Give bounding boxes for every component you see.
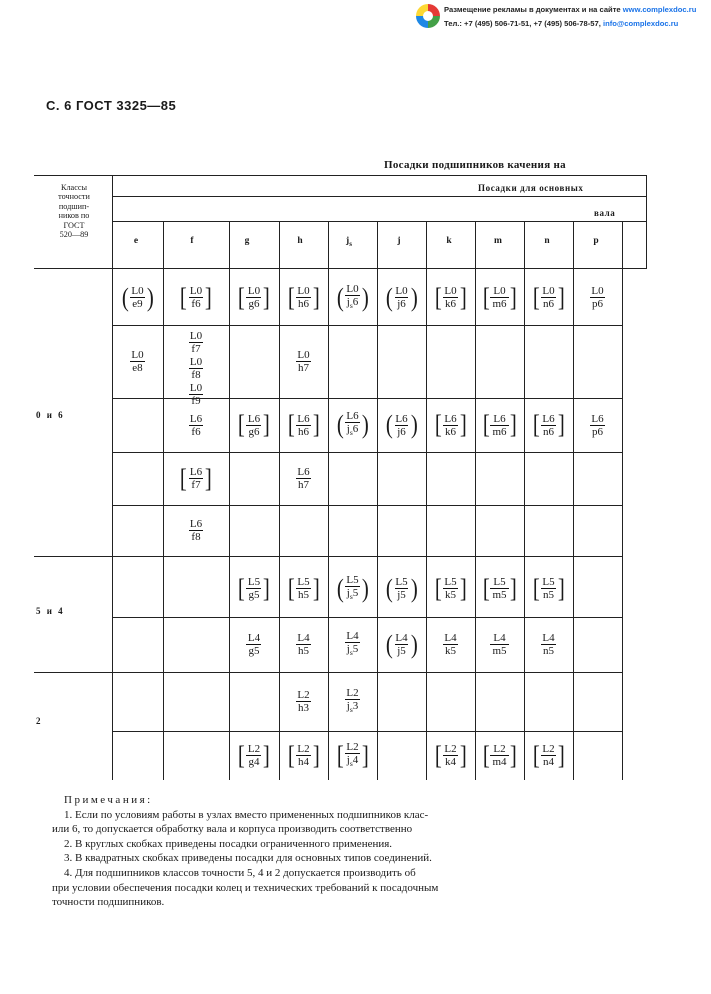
fit-shaft-tolerance: h6 xyxy=(297,425,309,438)
fit-hole-tolerance: [ L0 xyxy=(444,285,457,297)
row-group-2: 2 xyxy=(36,716,43,726)
col-head-js: $j_s$ xyxy=(346,236,352,248)
fit-fraction xyxy=(442,285,458,310)
note-4b: при условии обеспечения посадки колец и технических требований к посадочным xyxy=(52,881,439,894)
fit-cell xyxy=(377,270,426,325)
fit-fraction xyxy=(246,285,262,310)
fit-cell xyxy=(229,270,279,325)
fit-shaft-tolerance: h7 xyxy=(297,479,309,491)
fit-cell xyxy=(328,617,377,672)
fit-shaft-tolerance: j6 xyxy=(397,298,406,310)
fit-hole-tolerance: [ L6 xyxy=(542,412,555,425)
fit-shaft-tolerance: n4 xyxy=(542,756,554,768)
fit-cell xyxy=(426,731,475,780)
fit-cell xyxy=(426,398,475,452)
fit-shaft-tolerance: k6 xyxy=(444,425,456,438)
header-rule-2 xyxy=(113,221,646,222)
fit-shaft-tolerance: e9 xyxy=(132,298,143,310)
fit-fraction xyxy=(295,413,311,438)
fit-fraction xyxy=(589,285,605,310)
banner-line-1: Размещение рекламы в документах и на сайте www.complexdoc.ru xyxy=(444,5,697,14)
fit-fraction xyxy=(295,466,311,491)
fit-shaft-tolerance: e8 xyxy=(132,362,143,374)
fit-hole-tolerance: L0 xyxy=(189,330,203,342)
note-1a: 1. Если по условиям работы в узлах вместо примененных подшипников клас- xyxy=(64,808,429,821)
fit-fraction xyxy=(490,413,508,438)
fit-shaft-tolerance: g4 xyxy=(248,756,260,768)
col-head-p: p xyxy=(593,236,599,246)
fit-cell xyxy=(163,270,229,325)
fit-shaft-tolerance: h6 xyxy=(297,298,309,310)
fit-cell xyxy=(229,731,279,780)
column-rule xyxy=(622,222,623,780)
fit-hole-tolerance: [ L0 xyxy=(493,285,506,297)
fit-hole-tolerance: ( L5 xyxy=(395,576,408,588)
fit-shaft-tolerance: $j_s5$ xyxy=(346,586,359,602)
col-head-h: h xyxy=(297,236,303,246)
fit-shaft-tolerance: h3 xyxy=(297,702,309,714)
fit-cell xyxy=(524,560,573,617)
fit-cell xyxy=(279,452,328,505)
fit-fraction xyxy=(589,413,605,438)
fit-fraction xyxy=(188,413,204,438)
fit-hole-tolerance: [ L2 xyxy=(542,743,555,755)
fit-shaft-tolerance: f8 xyxy=(191,369,201,381)
fit-cell xyxy=(377,398,426,452)
fit-shaft-tolerance: n6 xyxy=(542,298,554,310)
class-column-header: Классы точности подшип- ников по ГОСТ 520—89 xyxy=(58,183,90,240)
fit-hole-tolerance: [ L0 xyxy=(542,285,555,297)
fit-shaft-tolerance: f6 xyxy=(191,425,201,438)
website-link[interactable]: www.complexdoc.ru xyxy=(622,5,697,14)
fit-shaft-tolerance: j6 xyxy=(397,425,406,438)
fit-hole-tolerance: ( L6 xyxy=(395,412,408,425)
fit-hole-tolerance: [ L5 xyxy=(444,576,457,588)
row-rule xyxy=(113,325,622,326)
fit-hole-tolerance: L0 xyxy=(297,349,310,361)
fit-fraction xyxy=(540,632,556,657)
note-1b: или 6, то допускается обработку вала и корпуса производить соответственно xyxy=(52,823,413,836)
fit-hole-tolerance: L4 xyxy=(444,632,457,644)
fit-fraction xyxy=(490,632,508,657)
fit-hole-tolerance: [ L6 xyxy=(493,412,506,425)
subgroup-header: вала xyxy=(594,208,616,218)
col-head-g: g xyxy=(244,236,250,246)
fit-shaft-tolerance: m6 xyxy=(492,298,507,310)
fit-cell xyxy=(377,617,426,672)
fit-fraction xyxy=(442,576,458,601)
fit-cell xyxy=(163,505,229,556)
fit-fraction xyxy=(295,285,311,310)
fit-hole-tolerance: [ L2 xyxy=(444,743,457,755)
fit-shaft-tolerance: j5 xyxy=(397,645,406,657)
note-2: 2. В круглых скобках приведены посадки ограниченного применения. xyxy=(64,837,393,850)
page-header: С. 6 ГОСТ 3325—85 xyxy=(46,98,177,113)
fit-fraction xyxy=(344,410,360,439)
fit-fraction xyxy=(188,518,204,543)
fit-fraction xyxy=(344,687,360,716)
fit-hole-tolerance: ( L6 xyxy=(346,410,359,423)
fit-cell xyxy=(279,560,328,617)
complexdoc-logo-icon xyxy=(416,4,440,28)
fit-fraction xyxy=(344,574,360,603)
fit-shaft-tolerance: f7 xyxy=(191,479,201,491)
fit-cell xyxy=(112,325,163,398)
fit-cell xyxy=(279,731,328,780)
fit-cell xyxy=(475,617,524,672)
fit-hole-tolerance: [ L5 xyxy=(493,576,506,588)
fit-cell xyxy=(328,398,377,452)
fit-cell xyxy=(524,398,573,452)
fit-hole-tolerance: [ L2 xyxy=(247,743,261,755)
fit-cell xyxy=(328,731,377,780)
fit-cell xyxy=(229,560,279,617)
fit-fraction xyxy=(188,285,204,310)
col-head-j: j xyxy=(397,236,401,246)
fit-cell xyxy=(475,398,524,452)
group-header: Посадки для основных xyxy=(478,183,584,193)
fit-shaft-tolerance: f7 xyxy=(191,343,201,355)
fit-shaft-tolerance: m5 xyxy=(492,589,507,601)
fit-cell xyxy=(573,398,622,452)
fit-shaft-tolerance: k5 xyxy=(444,645,456,657)
fit-hole-tolerance: [ L2 xyxy=(297,743,310,755)
fit-shaft-tolerance: k6 xyxy=(444,298,456,310)
row-group-5-4: 5 и 4 xyxy=(36,606,65,616)
fit-hole-tolerance: L0 xyxy=(189,382,203,394)
fit-hole-tolerance: ( L0 xyxy=(346,282,359,295)
fit-fraction xyxy=(393,413,409,438)
fit-shaft-tolerance: k4 xyxy=(444,756,456,768)
fit-fraction xyxy=(393,285,409,310)
fit-cell xyxy=(328,672,377,731)
fit-cell xyxy=(279,672,328,731)
fit-fraction xyxy=(442,632,458,657)
fit-hole-tolerance: L4 xyxy=(542,632,555,644)
col-head-m: m xyxy=(494,236,502,246)
fit-hole-tolerance: [ L6 xyxy=(247,412,261,425)
fit-hole-tolerance: [ L6 xyxy=(297,412,310,425)
email-link[interactable]: info@complexdoc.ru xyxy=(602,19,679,28)
col-head-e: e xyxy=(133,236,139,246)
fit-hole-tolerance: ( L5 xyxy=(346,573,359,586)
fit-shaft-tolerance: p6 xyxy=(591,298,603,310)
col-head-n: n xyxy=(544,236,550,246)
fit-fraction xyxy=(295,689,311,714)
fit-hole-tolerance: L6 xyxy=(591,412,604,425)
fit-shaft-tolerance: n5 xyxy=(542,589,554,601)
fit-fraction xyxy=(344,630,360,659)
fit-hole-tolerance: ( L4 xyxy=(395,632,408,644)
col-head-f: f xyxy=(190,236,194,246)
fit-hole-tolerance: ( L0 xyxy=(131,285,144,297)
table-title: Посадки подшипников качения на xyxy=(384,159,566,171)
fit-hole-tolerance: [ L6 xyxy=(189,466,203,478)
fit-fraction xyxy=(246,743,262,768)
fit-shaft-tolerance: g5 xyxy=(248,645,260,657)
table-top-rule xyxy=(34,175,646,176)
fit-fraction xyxy=(246,632,262,657)
fit-hole-tolerance: [ L5 xyxy=(542,576,555,588)
fit-cell xyxy=(475,560,524,617)
fit-fraction xyxy=(295,349,311,374)
fit-shaft-tolerance: k5 xyxy=(444,589,456,601)
header-rule-1 xyxy=(113,196,646,197)
note-3: 3. В квадратных скобках приведены посадки для основных типов соединений. xyxy=(64,852,432,865)
fit-fraction xyxy=(490,285,508,310)
column-rule xyxy=(112,175,113,780)
fit-fraction xyxy=(246,413,262,438)
fit-fraction xyxy=(490,576,508,601)
fit-fraction xyxy=(188,330,204,355)
fit-shaft-tolerance: g6 xyxy=(248,425,260,438)
fit-hole-tolerance: L0 xyxy=(591,285,604,297)
fit-fraction xyxy=(295,632,311,657)
fit-cell xyxy=(426,270,475,325)
fit-shaft-tolerance: m6 xyxy=(492,425,507,438)
fit-shaft-tolerance: f6 xyxy=(191,298,201,310)
fit-cell xyxy=(163,452,229,505)
table-right-rule xyxy=(646,175,647,269)
fit-cell xyxy=(573,270,622,325)
fit-shaft-tolerance: $j_s6$ xyxy=(346,295,359,311)
fit-cell xyxy=(112,270,163,325)
fit-hole-tolerance: L0 xyxy=(189,356,203,368)
fit-hole-tolerance: L6 xyxy=(189,518,203,530)
fit-hole-tolerance: L2 xyxy=(297,689,310,701)
fit-fraction xyxy=(344,283,360,312)
fit-hole-tolerance: [ L6 xyxy=(444,412,457,425)
fit-cell xyxy=(279,325,328,398)
fit-cell-stack xyxy=(163,330,229,408)
fit-fraction xyxy=(295,576,311,601)
fit-hole-tolerance: ( L0 xyxy=(395,285,408,297)
ad-banner xyxy=(414,2,709,30)
row-group-0-6: 0 и 6 xyxy=(36,410,65,420)
fit-fraction xyxy=(490,743,508,768)
fit-cell xyxy=(229,398,279,452)
fit-shaft-tolerance: h5 xyxy=(297,645,309,657)
fit-fraction xyxy=(295,743,311,768)
fit-hole-tolerance: L0 xyxy=(131,349,144,361)
notes-section xyxy=(52,793,624,910)
fit-cell xyxy=(524,270,573,325)
fit-fraction xyxy=(540,576,556,601)
fit-fraction xyxy=(442,743,458,768)
fit-shaft-tolerance: n5 xyxy=(542,645,554,657)
fit-shaft-tolerance: m5 xyxy=(492,645,507,657)
fit-fraction xyxy=(129,285,145,310)
fit-cell xyxy=(524,731,573,780)
fit-fraction xyxy=(344,741,360,770)
fit-hole-tolerance: [ L2 xyxy=(346,740,359,753)
fit-fraction xyxy=(188,466,204,491)
fit-hole-tolerance: [ L0 xyxy=(189,285,203,297)
notes-title: Примечания: xyxy=(64,794,153,806)
fit-hole-tolerance: L6 xyxy=(189,412,203,425)
fit-hole-tolerance: L6 xyxy=(297,466,310,478)
col-head-k: k xyxy=(446,236,452,246)
fit-fraction xyxy=(540,285,556,310)
fit-hole-tolerance: L2 xyxy=(346,686,359,699)
fit-shaft-tolerance: g6 xyxy=(248,298,260,310)
fit-cell xyxy=(328,560,377,617)
fit-cell xyxy=(163,398,229,452)
fit-shaft-tolerance: $j_s5$ xyxy=(346,642,359,658)
fit-fraction xyxy=(540,743,556,768)
fit-fraction xyxy=(246,576,262,601)
fit-cell xyxy=(279,270,328,325)
fit-shaft-tolerance: g5 xyxy=(248,589,260,601)
fit-fraction xyxy=(393,576,409,601)
fit-shaft-tolerance: $j_s4$ xyxy=(346,753,359,769)
fit-fraction xyxy=(188,356,204,381)
fit-hole-tolerance: [ L0 xyxy=(297,285,310,297)
fit-shaft-tolerance: n6 xyxy=(542,425,554,438)
fit-shaft-tolerance: j5 xyxy=(397,589,406,601)
fit-cell xyxy=(426,617,475,672)
fit-shaft-tolerance: h4 xyxy=(297,756,309,768)
fit-hole-tolerance: [ L5 xyxy=(247,576,261,588)
fit-fraction xyxy=(442,413,458,438)
fit-cell xyxy=(328,270,377,325)
fit-hole-tolerance: L4 xyxy=(297,632,310,644)
fit-hole-tolerance: [ L2 xyxy=(493,743,506,755)
fit-fraction xyxy=(540,413,556,438)
fit-shaft-tolerance: p6 xyxy=(591,425,603,438)
fit-fraction xyxy=(129,349,145,374)
fit-hole-tolerance: L4 xyxy=(493,632,506,644)
fit-cell xyxy=(279,617,328,672)
fit-cell xyxy=(475,270,524,325)
fit-hole-tolerance: L4 xyxy=(247,632,261,644)
fit-cell xyxy=(229,617,279,672)
fit-hole-tolerance: L4 xyxy=(346,629,359,642)
fit-shaft-tolerance: $j_s6$ xyxy=(346,423,359,438)
fit-shaft-tolerance: h7 xyxy=(297,362,309,374)
fit-shaft-tolerance: f9 xyxy=(191,395,201,407)
fit-fraction xyxy=(393,632,409,657)
fit-cell xyxy=(524,617,573,672)
note-4a: 4. Для подшипников классов точности 5, 4 и 2 допускается производить об xyxy=(64,866,416,879)
fit-shaft-tolerance: m4 xyxy=(492,756,507,768)
fit-hole-tolerance: [ L0 xyxy=(247,285,261,297)
fit-shaft-tolerance: $j_s3$ xyxy=(346,699,359,715)
banner-line-2: Тел.: +7 (495) 506-71-51, +7 (495) 506-78-57, info@complexdoc.ru xyxy=(444,19,679,28)
fit-shaft-tolerance: h5 xyxy=(297,589,309,601)
note-4c: точности подшипников. xyxy=(52,896,165,909)
fit-shaft-tolerance: f8 xyxy=(191,531,201,543)
fit-cell xyxy=(475,731,524,780)
fit-cell xyxy=(426,560,475,617)
fit-hole-tolerance: [ L5 xyxy=(297,576,310,588)
fit-cell xyxy=(377,560,426,617)
fit-cell xyxy=(279,398,328,452)
